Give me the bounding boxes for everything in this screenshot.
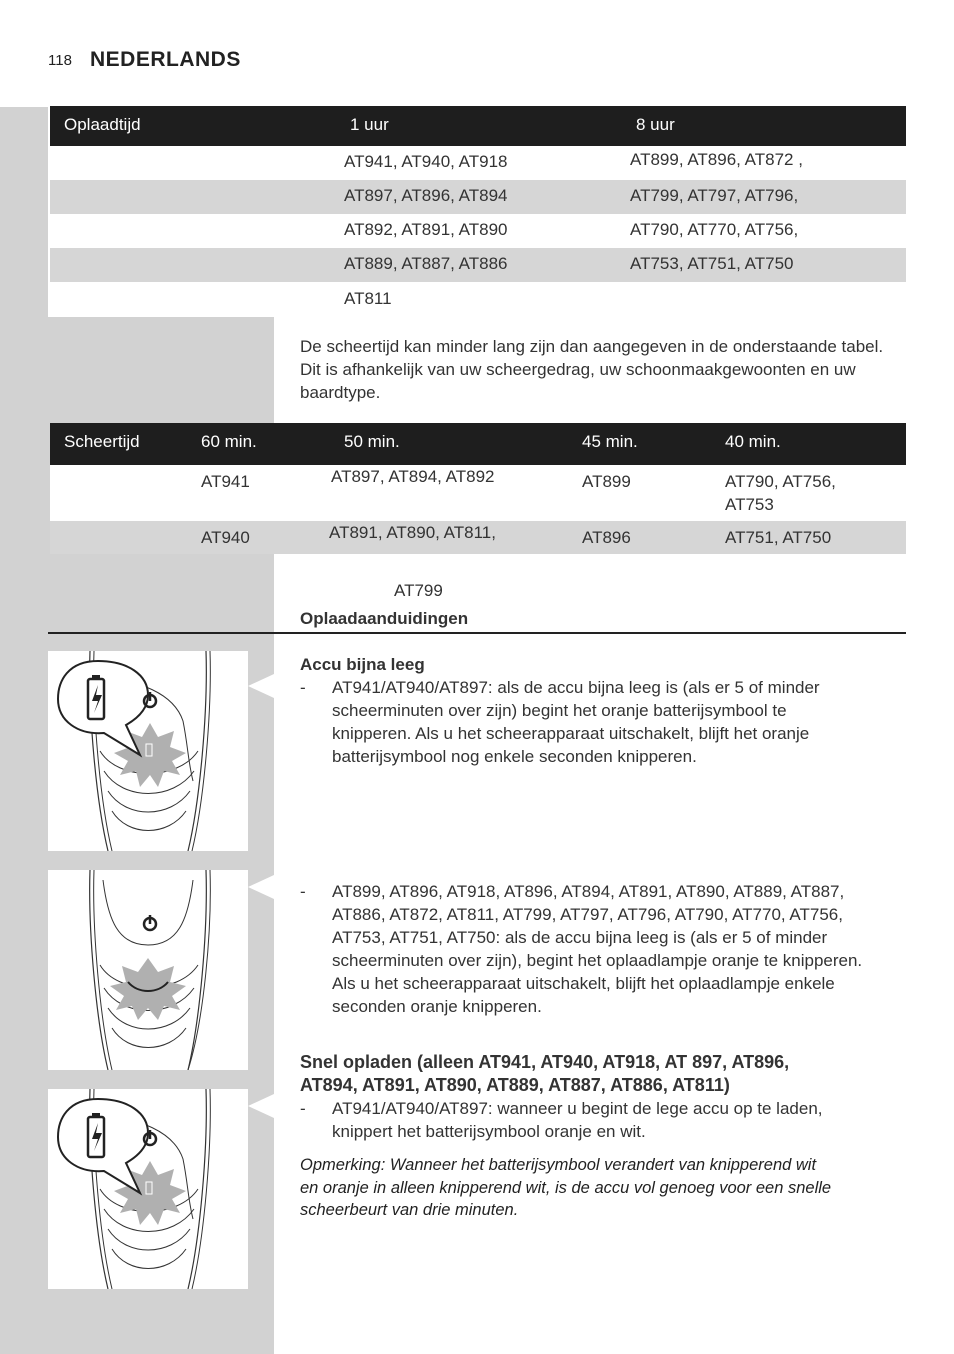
table-row (50, 146, 906, 180)
charge-cell-1h: AT941, AT940, AT918 (344, 152, 508, 171)
charge-cell-1h: AT892, AT891, AT890 (344, 220, 508, 239)
bullet-dash: - (300, 882, 306, 901)
section-title: NEDERLANDS (90, 48, 241, 71)
note-line: scheerbeurt van drie minuten. (300, 1201, 519, 1219)
bullet-line: batterijsymbool nog enkele seconden knipperen. (332, 747, 697, 766)
shave-header-label: Scheertijd (64, 432, 140, 451)
charge-table-header (50, 106, 906, 146)
quick-charge-note (300, 1154, 900, 1222)
table-row (50, 248, 906, 282)
callout-pointer (248, 674, 274, 698)
low-battery-heading: Accu bijna leeg (300, 655, 425, 674)
power-icon (144, 915, 156, 930)
shave-header-40: 40 min. (725, 432, 781, 451)
charge-header-1h: 1 uur (350, 115, 389, 134)
page-number: 118 (48, 52, 72, 69)
charge-cell-8h: AT799, AT797, AT796, (630, 186, 799, 205)
bullet-line: knippert het batterijsymbool oranje en wit. (332, 1122, 646, 1141)
shave-header-60: 60 min. (201, 432, 257, 451)
shave-cell-45: AT899 (582, 472, 631, 491)
callout-pointer (248, 875, 274, 899)
bullet-line: Als u het scheerapparaat uitschakelt, blijft het oplaadlampje enkele (332, 974, 835, 993)
bullet-line: scheerminuten over zijn) begint het oranje batterijsymbool te (332, 701, 787, 720)
shaver-illustration-charge-light (48, 870, 248, 1070)
charge-cell-1h: AT897, AT896, AT894 (344, 186, 508, 205)
shave-cell-40-cont: AT753 (725, 495, 774, 514)
shave-header-45: 45 min. (582, 432, 638, 451)
charge-header-label: Oplaadtijd (64, 115, 141, 134)
charge-cell-8h: AT790, AT770, AT756, (630, 220, 799, 239)
note-line: Opmerking: Wanneer het batterijsymbool verandert van knipperend wit (300, 1156, 817, 1174)
table-row (50, 465, 906, 521)
bullet-line: AT886, AT872, AT811, AT799, AT797, AT796, AT790, AT770, AT756, (332, 905, 843, 924)
shave-cell-60: AT941 (201, 472, 250, 491)
bullet-line: AT941/AT940/AT897: als de accu bijna leeg is (als er 5 of minder (332, 678, 820, 697)
shave-cell-50: AT897, AT894, AT892 (331, 467, 495, 486)
shave-cell-45: AT896 (582, 528, 631, 547)
bullet-line: AT753, AT751, AT750: als de accu bijna leeg is (als er 5 of minder (332, 928, 828, 947)
charge-cell-8h: AT753, AT751, AT750 (630, 254, 794, 273)
section-divider (48, 632, 906, 634)
bullet-line: scheerminuten over zijn), begint het oplaadlampje oranje te knipperen. (332, 951, 863, 970)
quick-charge-heading (300, 1051, 920, 1097)
shave-table-header (50, 423, 906, 465)
charge-cell-8h: AT899, AT896, AT872 , (630, 150, 803, 169)
bullet-line: seconden oranje knipperen. (332, 997, 542, 1016)
charge-cell-1h: AT811 (344, 289, 392, 308)
bullet-dash: - (300, 1099, 306, 1118)
shave-cell-60: AT940 (201, 528, 250, 547)
note-line: en oranje in alleen knipperend wit, is de accu vol genoeg voor een snelle (300, 1178, 832, 1197)
quick-charge-heading-line: Snel opladen (alleen AT941, AT940, AT918, AT 897, AT896, (300, 1052, 790, 1072)
shaver-illustration-quick-charge (48, 1089, 248, 1289)
table-row (50, 521, 906, 554)
shave-cell-40: AT790, AT756, (725, 472, 836, 491)
quick-charge-heading-line: AT894, AT891, AT890, AT889, AT887, AT886, AT811) (300, 1075, 730, 1095)
bullet-line: AT941/AT940/AT897: wanneer u begint de lege accu op te laden, (332, 1099, 823, 1118)
charge-header-8h: 8 uur (636, 115, 675, 134)
bullet-line: AT899, AT896, AT918, AT896, AT894, AT891, AT890, AT889, AT887, (332, 882, 845, 901)
shaver-illustration-battery (48, 651, 248, 851)
shave-cell-overflow: AT799 (394, 581, 443, 600)
shave-header-50: 50 min. (344, 432, 400, 451)
low-battery-bullet-1 (300, 676, 900, 768)
shave-time-intro: De scheertijd kan minder lang zijn dan aangegeven in de onderstaande tabel. Dit is afhankelijk van uw scheergedrag, uw schoonmaakgewoonten en uw baardtype. (300, 337, 884, 402)
quick-charge-bullet (300, 1097, 900, 1143)
charge-cell-1h: AT889, AT887, AT886 (344, 254, 508, 273)
table-row (50, 180, 906, 214)
callout-pointer (248, 1094, 274, 1118)
table-row (50, 214, 906, 248)
shave-cell-40: AT751, AT750 (725, 528, 832, 547)
table-row (50, 282, 906, 316)
bullet-line: knipperen. Als u het scheerapparaat uitschakelt, blijft het oranje (332, 724, 810, 743)
shave-cell-50: AT891, AT890, AT811, (329, 523, 496, 542)
low-battery-bullet-2 (300, 880, 900, 1018)
bullet-dash: - (300, 678, 306, 697)
indicators-heading: Oplaadaanduidingen (300, 609, 469, 628)
